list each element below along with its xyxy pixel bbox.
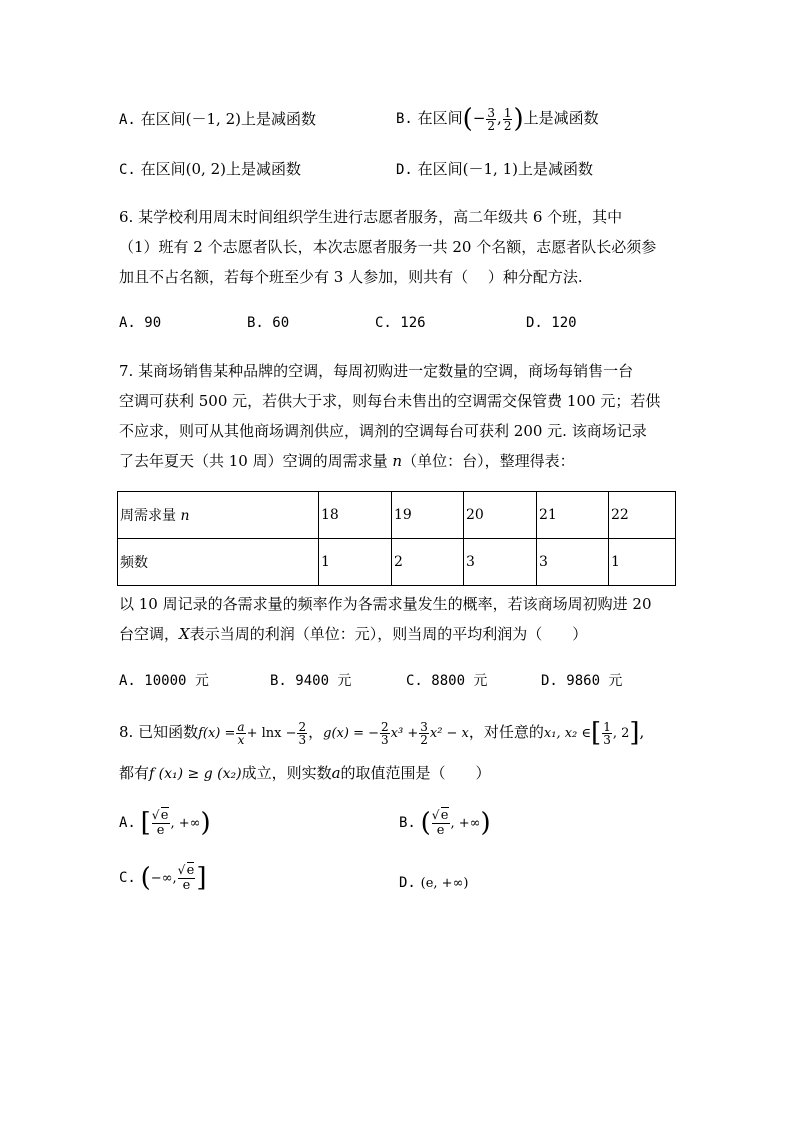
- option-text: 在区间: [417, 160, 463, 178]
- question-8-line2: 都有f (x₁) ≥ g (x₂)成立，则实数a的取值范围是（ ）: [119, 764, 491, 782]
- table-header-cell: 频数: [118, 539, 319, 586]
- table-cell: 2: [392, 539, 464, 586]
- table-cell: 22: [609, 492, 676, 539]
- question-text: 8. 已知函数: [119, 723, 199, 741]
- question-line: 空调可获利 500 元，若供大于求，则每台未售出的空调需交保管费 100 元；若供: [119, 392, 661, 410]
- table-cell: 1: [609, 539, 676, 586]
- question-line: （1）班有 2 个志愿者队长，本次志愿者服务一共 20 个名额，志愿者队长必须参: [119, 238, 657, 256]
- fraction: $\frac{3}{2}$: [487, 105, 496, 133]
- q8-option-d: D. (e, +∞): [399, 875, 469, 891]
- table-cell: 3: [537, 539, 609, 586]
- fraction: $\frac{1}{2}$: [503, 105, 512, 133]
- option-text: 上是减函数: [517, 160, 593, 178]
- q5-option-a: [119, 108, 316, 129]
- table-row: [118, 539, 676, 586]
- table-cell: 18: [319, 492, 392, 539]
- demand-table: [117, 491, 676, 586]
- table-cell: 1: [319, 539, 392, 586]
- question-8-line1: 8. 已知函数f(x) = $\frac{a}{x}$ + lnx − $\frac{2}{3}$ ，g(x) = − $\frac{2}{3}$ x³ + $\frac{3}{2}$ x² − x，对任意的x₁, x₂ ∈[ $\frac{1}{3}$ , 2],: [119, 718, 645, 748]
- interval: (－1, 1): [462, 160, 518, 178]
- variable: X: [179, 625, 190, 643]
- option-label: B.: [396, 111, 413, 127]
- question-line: 7. 某商场销售某种品牌的空调，每周初购进一定数量的空调，商场每销售一台: [119, 362, 634, 380]
- q7-option-a: A. 10000 元: [119, 673, 209, 689]
- table-cell: 20: [464, 492, 537, 539]
- option-text: 上是减函数: [225, 160, 301, 178]
- interval: (0, 2): [185, 160, 226, 178]
- question-6: [119, 202, 679, 292]
- option-label: D.: [396, 162, 413, 178]
- option-text: 在区间: [140, 160, 186, 178]
- q5-option-d: [396, 158, 593, 179]
- table-cell: 3: [464, 539, 537, 586]
- interval: (－1, 2): [185, 110, 241, 128]
- question-line: 加且不占名额，若每个班至少有 3 人参加，则共有（ ）种分配方法.: [119, 268, 583, 286]
- q8-option-b: B. ( √ $\frac{e}{e}$ , +∞): [399, 808, 491, 838]
- q8-option-a: A. [ √ $\frac{e}{e}$ , +∞): [119, 808, 211, 838]
- q6-option-a: A. 90: [119, 315, 162, 331]
- option-text: 上是减函数: [240, 110, 316, 128]
- q6-option-b: B. 60: [247, 315, 290, 331]
- q5-option-c: [119, 158, 301, 179]
- table-header-cell: 周需求量 n: [118, 492, 319, 539]
- option-label: A.: [119, 112, 136, 128]
- option-text: 在区间: [417, 109, 463, 127]
- table-cell: 19: [392, 492, 464, 539]
- q6-option-d: D. 120: [526, 315, 577, 331]
- table-row: [118, 492, 676, 539]
- q5-option-b: B. 在区间(− $\frac{3}{2}$ , $\frac{1}{2}$ )上是减函数: [396, 104, 599, 134]
- question-line: 不应求，则可从其他商场调剂供应，调剂的空调每台可获利 200 元. 该商场记录: [119, 422, 647, 440]
- option-text: 在区间: [140, 110, 186, 128]
- variable: a: [331, 764, 341, 782]
- option-text: 上是减函数: [523, 109, 599, 127]
- q7-option-b: B. 9400 元: [270, 673, 352, 689]
- q7-option-c: C. 8800 元: [406, 673, 488, 689]
- q7-option-d: D. 9860 元: [541, 673, 623, 689]
- q6-option-c: C. 126: [375, 315, 426, 331]
- question-7: [119, 356, 679, 476]
- question-line: 以 10 周记录的各需求量的频率作为各需求量发生的概率，若该商场周初购进 20: [119, 595, 652, 613]
- q8-option-c: C. (−∞, √ $\frac{e}{e}$ ]: [119, 863, 207, 893]
- variable: n: [392, 452, 403, 470]
- table-cell: 21: [537, 492, 609, 539]
- question-7-continued: [119, 589, 679, 649]
- question-line: 台空调，X表示当周的利润（单位：元），则当周的平均利润为（ ）: [119, 625, 588, 643]
- option-label: C.: [119, 162, 136, 178]
- question-line: 了去年夏天（共 10 周）空调的周需求量 n（单位：台），整理得表：: [119, 452, 575, 470]
- question-line: 6. 某学校利用周末时间组织学生进行志愿者服务，高二年级共 6 个班，其中: [119, 208, 623, 226]
